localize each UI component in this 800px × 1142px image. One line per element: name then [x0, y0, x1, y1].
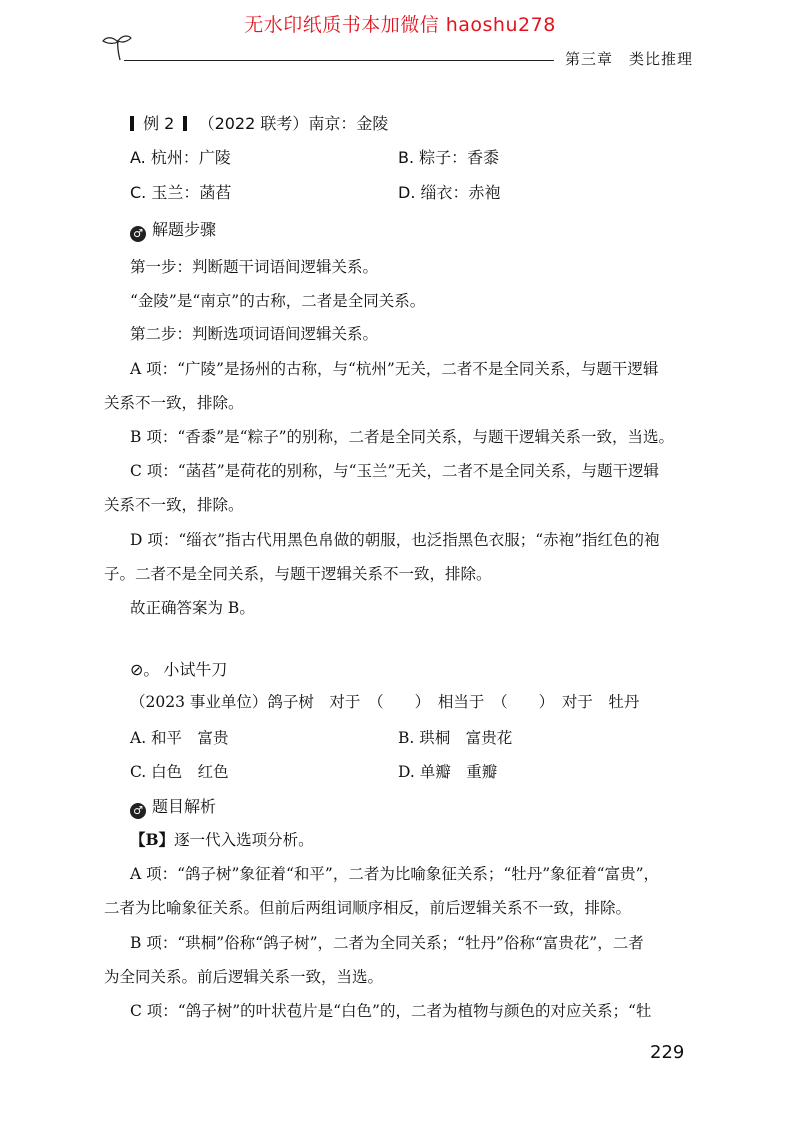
practice-option-d: D. 单瓣 重瓣 [398, 763, 498, 781]
example-line: 第一步：判断题干词语间逻辑关系。 [130, 258, 379, 276]
analysis-line [130, 829, 314, 851]
answer-mark: 【B】 [130, 830, 175, 849]
chapter-number: 第三章 [565, 50, 614, 68]
running-header [565, 48, 693, 69]
example-source: （2022 联考） [198, 114, 309, 133]
example-line: D 项：“缁衣”指古代用黑色帛做的朝服，也泛指黑色衣服；“赤袍”指红色的袍 [130, 531, 660, 549]
practice-heading [130, 659, 227, 681]
analysis-line: A 项：“鸽子树”象征着“和平”，二者为比喻象征关系；“牡丹”象征着“富贵”， [130, 865, 660, 883]
example-marker: 例 2 [143, 114, 175, 133]
analysis-intro: 逐一代入选项分析。 [174, 831, 314, 849]
header-rule [124, 60, 554, 61]
marker-bar-right [183, 116, 187, 131]
practice-heading-text: 小试牛刀 [163, 660, 228, 679]
option-b: B. 粽子：香黍 [398, 148, 500, 167]
steps-icon: ♂ [130, 226, 146, 242]
example-line: 第二步：判断选项词语间逻辑关系。 [130, 325, 379, 343]
steps-heading-text: 解题步骤 [152, 220, 217, 239]
analysis-heading [130, 796, 216, 819]
example-line: A 项：“广陵”是扬州的古称，与“杭州”无关，二者不是全同关系，与题干逻辑 [130, 360, 659, 378]
analysis-heading-text: 题目解析 [152, 797, 217, 816]
example-line: 关系不一致，排除。 [104, 496, 244, 514]
practice-option-b: B. 珙桐 富贵花 [398, 729, 513, 747]
practice-icon: ⊘。 [130, 660, 160, 679]
chapter-title: 类比推理 [629, 50, 694, 68]
practice-question: （2023 事业单位）鸽子树 对于 （ ） 相当于 （ ） 对于 牡丹 [130, 693, 640, 711]
example-line: 关系不一致，排除。 [104, 394, 244, 412]
marker-bar-left [130, 116, 134, 131]
example-answer: 故正确答案为 B。 [130, 599, 255, 617]
example-title [130, 113, 388, 135]
steps-heading [130, 219, 216, 242]
watermark-text: 无水印纸质书本加微信 haoshu278 [244, 14, 556, 36]
analysis-line: C 项：“鸽子树”的叶状苞片是“白色”的，二者为植物与颜色的对应关系；“牡 [130, 1002, 652, 1020]
analysis-line: 为全同关系。前后逻辑关系一致，当选。 [104, 968, 384, 986]
option-d: D. 缁衣：赤袍 [398, 183, 501, 202]
page-number: 229 [650, 1042, 685, 1063]
practice-option-a: A. 和平 富贵 [130, 729, 229, 747]
example-line: C 项：“菡萏”是荷花的别称，与“玉兰”无关，二者不是全同关系，与题干逻辑 [130, 462, 659, 480]
analysis-line: 二者为比喻象征关系。但前后两组词顺序相反，前后逻辑关系不一致，排除。 [104, 899, 632, 917]
sprout-icon [100, 32, 134, 62]
example-line: B 项：“香黍”是“粽子”的别称，二者是全同关系，与题干逻辑关系一致，当选。 [130, 428, 675, 446]
practice-option-c: C. 白色 红色 [130, 763, 229, 781]
option-a: A. 杭州：广陵 [130, 148, 231, 167]
option-c: C. 玉兰：菡萏 [130, 183, 232, 202]
example-line: “金陵”是“南京”的古称，二者是全同关系。 [130, 292, 426, 310]
example-question: 南京：金陵 [308, 114, 389, 133]
example-line: 子。二者不是全同关系，与题干逻辑关系不一致，排除。 [104, 565, 492, 583]
analysis-line: B 项：“珙桐”俗称“鸽子树”，二者为全同关系；“牡丹”俗称“富贵花”，二者 [130, 934, 644, 952]
analysis-icon: ♂ [130, 803, 146, 819]
